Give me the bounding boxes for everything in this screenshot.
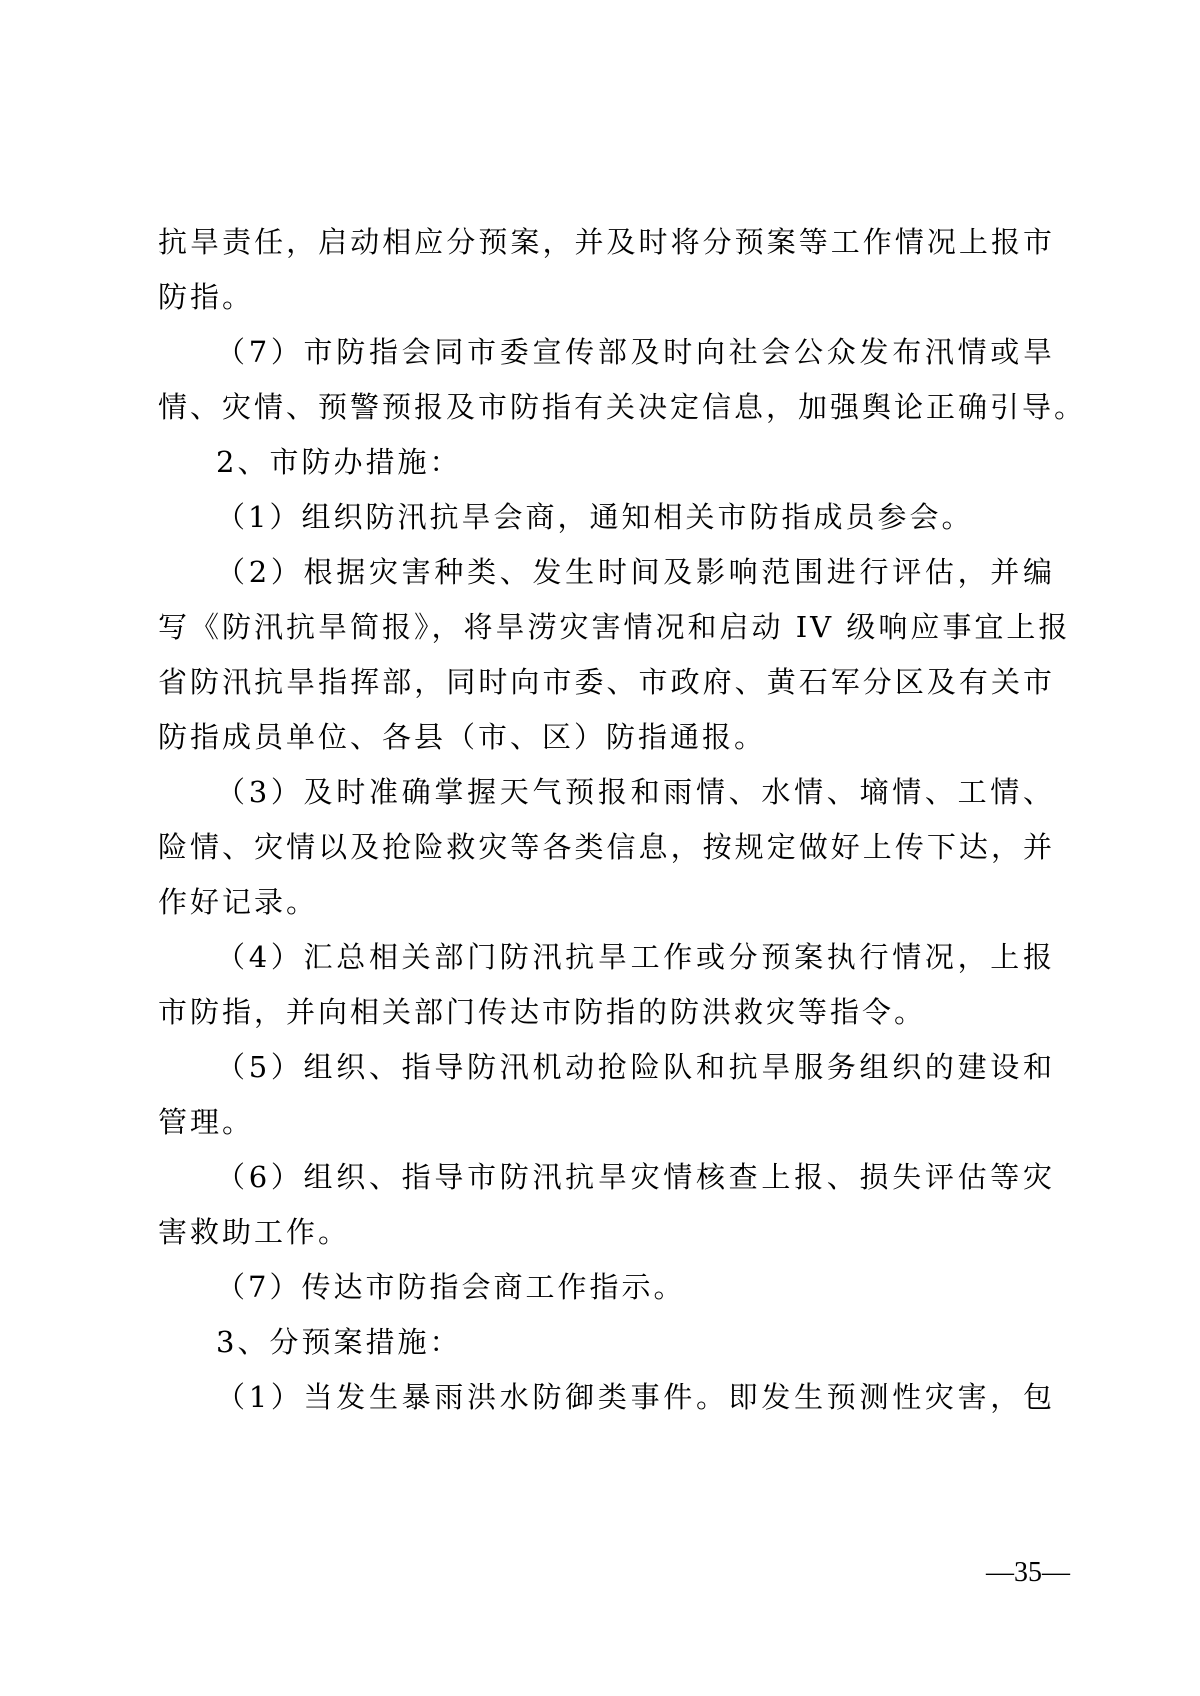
- text-line: 市防指，并向相关部门传达市防指的防洪救灾等指令。: [158, 995, 927, 1029]
- text-line: （3）及时准确掌握天气预报和雨情、水情、墒情、工情、: [216, 775, 1055, 809]
- text-line: 防指。: [158, 280, 255, 314]
- text-line: 险情、灾情以及抢险救灾等各类信息，按规定做好上传下达，并: [158, 830, 1055, 864]
- text-line: 写《防汛抗旱简报》，将旱涝灾害情况和启动 IV 级响应事宜上报: [158, 610, 1071, 644]
- text-line: （1）组织防汛抗旱会商，通知相关市防指成员参会。: [216, 500, 974, 534]
- text-line: （1）当发生暴雨洪水防御类事件。即发生预测性灾害，包: [216, 1380, 1055, 1414]
- text-line: （4）汇总相关部门防汛抗旱工作或分预案执行情况，上报: [216, 940, 1055, 974]
- section-heading: 3、分预案措施：: [216, 1325, 462, 1359]
- text-line: 省防汛抗旱指挥部，同时向市委、市政府、黄石军分区及有关市: [158, 665, 1055, 699]
- text-line: 管理。: [158, 1105, 255, 1139]
- text-line: 作好记录。: [158, 885, 319, 919]
- text-line: 抗旱责任，启动相应分预案，并及时将分预案等工作情况上报市: [158, 225, 1055, 259]
- section-heading: 2、市防办措施：: [216, 445, 462, 479]
- text-line: （6）组织、指导市防汛抗旱灾情核查上报、损失评估等灾: [216, 1160, 1055, 1194]
- text-line: 情、灾情、预警预报及市防指有关决定信息，加强舆论正确引导。: [158, 390, 1087, 424]
- text-line: （5）组织、指导防汛机动抢险队和抗旱服务组织的建设和: [216, 1050, 1055, 1084]
- page-number: —35—: [986, 1557, 1070, 1588]
- text-line: （7）传达市防指会商工作指示。: [216, 1270, 686, 1304]
- text-line: （2）根据灾害种类、发生时间及影响范围进行评估，并编: [216, 555, 1055, 589]
- text-line: （7）市防指会同市委宣传部及时向社会公众发布汛情或旱: [216, 335, 1055, 369]
- text-line: 防指成员单位、各县（市、区）防指通报。: [158, 720, 767, 754]
- text-line: 害救助工作。: [158, 1215, 351, 1249]
